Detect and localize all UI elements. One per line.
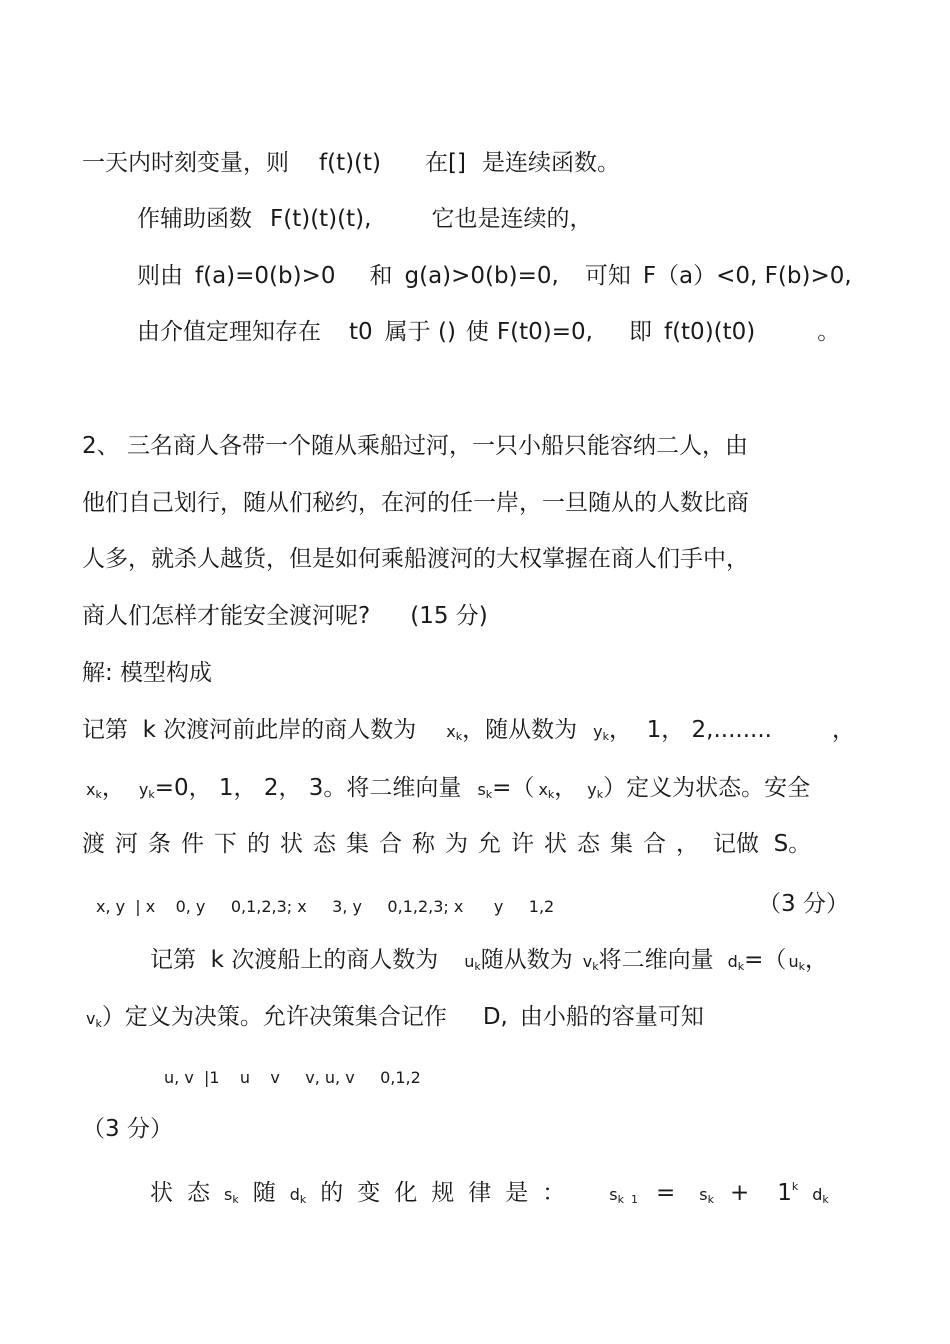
text: 记第 k 次渡河前此岸的商人数为 (82, 717, 417, 743)
var-s: s (224, 1185, 233, 1204)
minus-one: 1 (777, 1180, 792, 1206)
sub: k (232, 1193, 239, 1206)
solution-line-4 (82, 829, 811, 859)
text: 随从数为 (480, 947, 573, 973)
var-y: y (593, 722, 603, 741)
equals: = (655, 1180, 676, 1206)
problem-line-3: 人多，就杀人越货，但是如何乘船渡河的大权掌握在商人们手中， (82, 546, 749, 572)
proof-line-3 (137, 261, 852, 291)
score-label: （3 分） (82, 1116, 173, 1142)
var-y: y (587, 780, 597, 799)
text: ， (554, 775, 578, 801)
var-s: s (609, 1185, 618, 1204)
sub: k (95, 1017, 102, 1030)
text: 则由 (137, 263, 183, 289)
text: ，随从数为 (462, 717, 578, 743)
var-x: x (86, 780, 96, 799)
var-x: x (538, 780, 548, 799)
solution-heading: 解: 模型构成 (82, 660, 213, 686)
sub: k (455, 730, 463, 743)
problem-line-1: 2、 三名商人各带一个随从乘船过河，一只小船只能容纳二人，由 (82, 433, 748, 459)
text: 一天内时刻变量，则 (82, 150, 289, 176)
sub: k (592, 960, 599, 973)
set-s-formula: x, y | x 0, y 0,1,2,3; x 3, y 0,1,2,3; x y 1,2 (96, 897, 555, 916)
text: ， 1， 2,........ (608, 717, 772, 743)
text: ）定义为状态。安全 (603, 775, 811, 801)
text: 和 (369, 263, 393, 289)
var-s: s (699, 1185, 708, 1204)
text: ， (804, 947, 828, 973)
proof-line-4 (137, 317, 840, 347)
var-s: s (477, 780, 486, 799)
text: =（ (492, 775, 535, 801)
text: 由小船的容量可知 (519, 1004, 704, 1030)
problem-line-2: 他们自己划行，随从们秘约，在河的任一岸，一旦随从的人数比商 (82, 490, 749, 516)
sub: k (596, 788, 604, 801)
text: 状态 (150, 1180, 224, 1206)
text: ， (101, 775, 125, 801)
var-v: v (86, 1009, 96, 1028)
sub: k (798, 960, 805, 973)
proof-line-1 (82, 148, 620, 178)
sub: k (707, 1193, 714, 1206)
math: g(a)>0(b)=0, (404, 263, 559, 289)
solution-line-10 (150, 1172, 829, 1215)
problem-line-4 (82, 601, 488, 631)
text: D, (482, 1004, 508, 1030)
math: F(t)(t)(t), (270, 206, 372, 232)
math: F(t0)=0, (496, 319, 593, 345)
text: 记做 S。 (713, 831, 812, 857)
sub: k (485, 788, 493, 801)
var-u: u (464, 952, 475, 971)
var-d: d (727, 952, 738, 971)
text: 属于 () (384, 319, 456, 345)
text: 由介值定理知存在 (137, 319, 321, 345)
math: f(t)(t) (319, 150, 382, 176)
sub: k (95, 788, 102, 801)
math: t0 (349, 319, 373, 345)
text: 。 (817, 319, 841, 345)
text: 使 (465, 319, 489, 345)
var-u: u (788, 952, 799, 971)
text: ， (831, 717, 855, 743)
var-v: v (582, 952, 593, 971)
set-d-formula: u, v |1 u v v, u, v 0,1,2 (164, 1068, 421, 1087)
solution-line-2 (82, 715, 855, 752)
math: F（a）<0, F(b)>0, (642, 263, 852, 289)
math: f(t0)(t0) (663, 319, 756, 345)
text: 是连续函数。 (481, 150, 620, 176)
text: =0， 1， 2， 3。将二维向量 (154, 775, 462, 801)
text: 将二维向量 (598, 947, 714, 973)
solution-line-3 (82, 773, 810, 810)
text: 即 (628, 319, 652, 345)
text: =（ (744, 947, 787, 973)
var-d: d (812, 1185, 823, 1204)
text: 它也是连续的， (431, 206, 593, 232)
superscript: k (791, 1180, 799, 1193)
solution-line-6 (150, 945, 828, 982)
text: 随 (252, 1180, 290, 1206)
text: 可知 (584, 263, 631, 289)
text: 商人们怎样才能安全渡河呢? (82, 603, 371, 629)
text: 的变化规律是： (320, 1180, 580, 1206)
solution-line-7 (82, 1002, 704, 1039)
sub: k 1 (617, 1193, 638, 1206)
var-y: y (138, 780, 149, 799)
score: (15 分) (410, 603, 488, 629)
var-d: d (289, 1185, 300, 1204)
score-label: （3 分） (758, 891, 849, 917)
plus: + (729, 1180, 750, 1206)
sub: k (737, 960, 745, 973)
sub: k (547, 788, 555, 801)
text: 作辅助函数 (137, 206, 252, 232)
text: 记第 k 次渡船上的商人数为 (150, 947, 439, 973)
proof-line-2 (137, 204, 592, 234)
sub: k (299, 1193, 307, 1206)
math: f(a)=0(b)>0 (195, 263, 336, 289)
sub: k (148, 788, 155, 801)
text: ）定义为决策。允许决策集合记作 (101, 1004, 447, 1030)
sub: k (602, 730, 609, 743)
sub: k (822, 1193, 829, 1206)
sub: k (474, 960, 481, 973)
var-x: x (446, 722, 456, 741)
text: 在[] (425, 150, 466, 176)
text: 渡河条件下的状态集合称为允许状态集合， (82, 831, 709, 857)
